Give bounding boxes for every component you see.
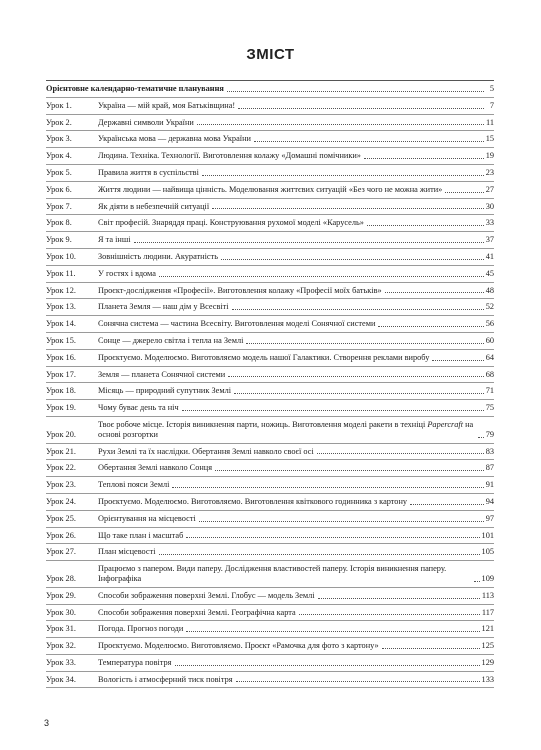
lesson-number: Урок 20. [46, 429, 76, 439]
lesson-page: 71 [485, 386, 494, 396]
toc-row[interactable] [46, 299, 494, 316]
lesson-title: Сонячна система — частина Всесвіту. Виготовлення моделі Сонячної системи [98, 319, 376, 329]
leader-dots [254, 141, 484, 142]
toc-row[interactable] [46, 350, 494, 367]
lesson-number: Урок 10. [46, 251, 76, 261]
lesson-title: Світ професій. Знаряддя праці. Конструювання рухомої моделі «Карусель» [98, 218, 364, 228]
lesson-title: Обертання Землі навколо Сонця [98, 463, 213, 473]
lesson-number: Урок 33. [46, 657, 76, 667]
leader-dots [172, 487, 483, 488]
lesson-number: Урок 9. [46, 235, 72, 245]
lesson-body [98, 675, 494, 685]
leader-dots [474, 581, 480, 582]
lesson-body [98, 447, 494, 457]
lesson-body [98, 608, 494, 618]
toc-intro-body [46, 84, 494, 94]
lesson-body [98, 151, 494, 161]
lesson-title: Я та інші [98, 235, 131, 245]
lesson-number: Урок 27. [46, 547, 76, 557]
toc-row[interactable] [46, 511, 494, 528]
leader-dots [318, 598, 480, 599]
lesson-page: 117 [481, 607, 494, 617]
lesson-body [98, 624, 494, 634]
lesson-page: 125 [481, 641, 494, 651]
lesson-number: Урок 4. [46, 151, 72, 161]
lesson-page: 64 [485, 352, 494, 362]
lesson-title: Способи зображення поверхні Землі. Географічна карта [98, 607, 296, 617]
toc-intro-page: 5 [489, 84, 494, 93]
lesson-page: 121 [481, 624, 494, 634]
toc-row[interactable] [46, 672, 494, 689]
lesson-title: Працюємо з папером. Види паперу. Дослідження властивостей паперу. Історія виникнення паперу. Інфографіка [98, 564, 447, 583]
lesson-number: Урок 8. [46, 218, 72, 228]
page-title: ЗМІСТ [246, 46, 295, 63]
lesson-body [98, 302, 494, 312]
lesson-body [98, 480, 494, 490]
lesson-body [98, 269, 494, 279]
lesson-title: Життя людини — найвища цінність. Моделювання життєвих ситуацій «Без чого не можна жити» [98, 184, 443, 194]
toc-row[interactable] [46, 544, 494, 561]
toc-row[interactable] [46, 561, 494, 588]
leader-dots [234, 393, 484, 394]
toc-row[interactable] [46, 528, 494, 545]
leader-dots [186, 537, 479, 538]
toc-row[interactable] [46, 249, 494, 266]
lesson-body [98, 118, 494, 128]
lesson-page: 94 [485, 496, 494, 506]
lesson-body [98, 547, 494, 557]
leader-dots [212, 208, 484, 209]
lesson-number: Урок 11. [46, 268, 76, 278]
leader-dots [215, 470, 484, 471]
leader-dots [186, 631, 479, 632]
lesson-page: 48 [485, 285, 494, 295]
lesson-page: 56 [485, 319, 494, 329]
leader-dots [232, 309, 484, 310]
lesson-page: 91 [485, 480, 494, 490]
leader-dots [221, 259, 484, 260]
lesson-body [98, 658, 494, 668]
lesson-number: Урок 1. [46, 100, 72, 110]
toc-row[interactable] [46, 367, 494, 384]
toc-row[interactable] [46, 98, 494, 115]
toc-row[interactable] [46, 655, 494, 672]
toc-row[interactable] [46, 400, 494, 417]
lesson-title: Сонце — джерело світла і тепла на Землі [98, 335, 244, 345]
italic-term: Papercraft [427, 419, 463, 429]
lesson-title: Україна — мій край, моя Батьківщина! [98, 100, 236, 110]
leader-dots [202, 175, 484, 176]
leader-dots [364, 158, 484, 159]
lesson-body [98, 353, 494, 363]
table-of-contents [46, 80, 494, 688]
lesson-number: Урок 18. [46, 386, 76, 396]
lesson-title: Як діяти в небезпечній ситуації [98, 201, 210, 211]
lesson-title: Вологість і атмосферний тиск повітря [98, 674, 233, 684]
leader-dots [227, 91, 484, 92]
lesson-page: 97 [485, 513, 494, 523]
lesson-body [98, 202, 494, 212]
toc-intro-text: Орієнтовне календарно-тематичне планування [46, 84, 224, 93]
lesson-number: Урок 13. [46, 302, 76, 312]
lesson-page: 133 [481, 674, 494, 684]
lesson-page: 52 [485, 302, 494, 312]
lesson-body [98, 101, 494, 111]
lesson-number: Урок 30. [46, 607, 76, 617]
lesson-page: 75 [485, 403, 494, 413]
leader-dots [159, 276, 484, 277]
leader-dots [317, 453, 484, 454]
lesson-title: Температура повітря [98, 657, 172, 667]
lesson-body [98, 641, 494, 651]
lesson-number: Урок 7. [46, 201, 72, 211]
leader-dots [159, 554, 480, 555]
lesson-body [98, 386, 494, 396]
leader-dots [228, 376, 483, 377]
lesson-body [98, 235, 494, 245]
lesson-page: 83 [485, 446, 494, 456]
lesson-number: Урок 31. [46, 624, 76, 634]
lesson-page: 19 [485, 151, 494, 161]
lesson-page: 7 [489, 100, 494, 110]
leader-dots [432, 360, 483, 361]
toc-row[interactable] [46, 383, 494, 400]
leader-dots [182, 410, 484, 411]
toc-row[interactable] [46, 494, 494, 511]
lesson-number: Урок 6. [46, 184, 72, 194]
lesson-page: 87 [485, 463, 494, 473]
lesson-page: 15 [485, 134, 494, 144]
page-number: 3 [44, 718, 50, 728]
lesson-title: Правила життя в суспільстві [98, 167, 199, 177]
toc-row[interactable] [46, 621, 494, 638]
lesson-page: 129 [481, 657, 494, 667]
lesson-title: Проєктуємо. Моделюємо. Виготовляємо. Виготовлення квіткового годинника з картону [98, 496, 408, 506]
leader-dots [385, 292, 484, 293]
lesson-body [98, 185, 494, 195]
leader-dots [378, 326, 483, 327]
lesson-page: 11 [486, 117, 494, 127]
lesson-page: 113 [481, 590, 494, 600]
lesson-title: Способи зображення поверхні Землі. Глобус — модель Землі [98, 590, 315, 600]
lesson-title: Рухи Землі та їх наслідки. Обертання Землі навколо своєї осі [98, 446, 314, 456]
toc-row[interactable] [46, 316, 494, 333]
toc-row[interactable] [46, 215, 494, 232]
lesson-title: Чому буває день та ніч [98, 403, 179, 413]
toc-row[interactable] [46, 588, 494, 605]
lesson-number: Урок 19. [46, 403, 76, 413]
toc-row[interactable] [46, 283, 494, 300]
lesson-page: 105 [481, 547, 494, 557]
lesson-body [98, 218, 494, 228]
lesson-title: Проєкт-дослідження «Професії». Виготовлення колажу «Професії моїх батьків» [98, 285, 382, 295]
lesson-number: Урок 17. [46, 369, 76, 379]
lesson-number: Урок 24. [46, 496, 76, 506]
lesson-body [98, 514, 494, 524]
toc-row[interactable] [46, 115, 494, 132]
lesson-title: Погода. Прогноз погоди [98, 624, 184, 634]
lesson-number: Урок 26. [46, 530, 76, 540]
lesson-body [98, 370, 494, 380]
lesson-title: План місцевості [98, 547, 156, 557]
leader-dots [410, 504, 484, 505]
lesson-title: Теплові пояси Землі [98, 480, 170, 490]
lesson-number: Урок 34. [46, 674, 76, 684]
lesson-title: Людина. Техніка. Технології. Виготовлення колажу «Домашні помічники» [98, 151, 361, 161]
lesson-body [98, 168, 494, 178]
lesson-page: 60 [485, 335, 494, 345]
toc-row[interactable] [46, 266, 494, 283]
lesson-number: Урок 29. [46, 590, 76, 600]
leader-dots [382, 648, 480, 649]
toc-row[interactable] [46, 199, 494, 216]
lesson-number: Урок 12. [46, 285, 76, 295]
lesson-number: Урок 16. [46, 352, 76, 362]
lesson-number: Урок 14. [46, 319, 76, 329]
lesson-page: 23 [485, 167, 494, 177]
lesson-page: 109 [481, 573, 494, 583]
leader-dots [197, 124, 484, 125]
leader-dots [478, 437, 484, 438]
lesson-page: 27 [485, 184, 494, 194]
toc-row[interactable] [46, 131, 494, 148]
lesson-page: 41 [485, 251, 494, 261]
toc-row[interactable] [46, 182, 494, 199]
leader-dots [246, 343, 483, 344]
lesson-body [98, 336, 494, 346]
lesson-page: 45 [485, 268, 494, 278]
lesson-title: Твоє робоче місце. Історія виникнення парти, ножиць. Виготовлення моделі ракети в техніці Papercraft на основі розгортки [98, 419, 474, 439]
lesson-title: Земля — планета Сонячної системи [98, 369, 226, 379]
lesson-page: 37 [485, 235, 494, 245]
toc-row[interactable] [46, 460, 494, 477]
lesson-body [98, 463, 494, 473]
lesson-body [98, 403, 494, 413]
lesson-title: Проєктуємо. Моделюємо. Виготовляємо. Проєкт «Рамочка для фото з картону» [98, 641, 379, 651]
lesson-body [98, 531, 494, 541]
toc-row[interactable] [46, 638, 494, 655]
lesson-title: Державні символи України [98, 117, 194, 127]
toc-intro-row[interactable] [46, 80, 494, 98]
toc-row[interactable] [46, 232, 494, 249]
lesson-number: Урок 2. [46, 117, 72, 127]
lesson-page: 33 [485, 218, 494, 228]
toc-row[interactable] [46, 165, 494, 182]
lesson-number: Урок 21. [46, 446, 76, 456]
lesson-title: У гостях і вдома [98, 268, 156, 278]
lesson-title: Українська мова — державна мова України [98, 134, 251, 144]
lesson-title: Зовнішність людини. Акуратність [98, 251, 219, 261]
lesson-number: Урок 5. [46, 167, 72, 177]
leader-dots [175, 665, 480, 666]
lesson-number: Урок 32. [46, 641, 76, 651]
toc-row[interactable] [46, 444, 494, 461]
lesson-body [98, 252, 494, 262]
leader-dots [299, 614, 480, 615]
lesson-body [98, 564, 494, 584]
lesson-body [98, 420, 494, 440]
leader-dots [238, 108, 484, 109]
lesson-page: 79 [485, 429, 494, 439]
lesson-body [98, 134, 494, 144]
toc-row[interactable] [46, 477, 494, 494]
leader-dots [236, 681, 480, 682]
lesson-body [98, 286, 494, 296]
lesson-title: Що таке план і масштаб [98, 530, 184, 540]
lesson-body [98, 591, 494, 601]
leader-dots [445, 192, 483, 193]
lesson-number: Урок 15. [46, 335, 76, 345]
toc-row[interactable] [46, 605, 494, 622]
lesson-title: Місяць — природний супутник Землі [98, 386, 232, 396]
toc-row[interactable] [46, 148, 494, 165]
lesson-number: Урок 25. [46, 513, 76, 523]
leader-dots [367, 225, 484, 226]
lesson-number: Урок 3. [46, 134, 72, 144]
lesson-title: Планета Земля — наш дім у Всесвіті [98, 302, 229, 312]
lesson-body [98, 497, 494, 507]
lesson-body [98, 319, 494, 329]
toc-row[interactable] [46, 417, 494, 444]
lesson-page: 68 [485, 369, 494, 379]
lesson-number: Урок 22. [46, 463, 76, 473]
toc-row[interactable] [46, 333, 494, 350]
lesson-number: Урок 28. [46, 573, 76, 583]
lesson-title: Проєктуємо. Моделюємо. Виготовляємо модель нашої Галактики. Створення реклами виробу [98, 352, 430, 362]
lesson-page: 101 [481, 530, 494, 540]
lesson-number: Урок 23. [46, 480, 76, 490]
lesson-page: 30 [485, 201, 494, 211]
leader-dots [199, 521, 484, 522]
lesson-title: Орієнтування на місцевості [98, 513, 196, 523]
leader-dots [134, 242, 484, 243]
